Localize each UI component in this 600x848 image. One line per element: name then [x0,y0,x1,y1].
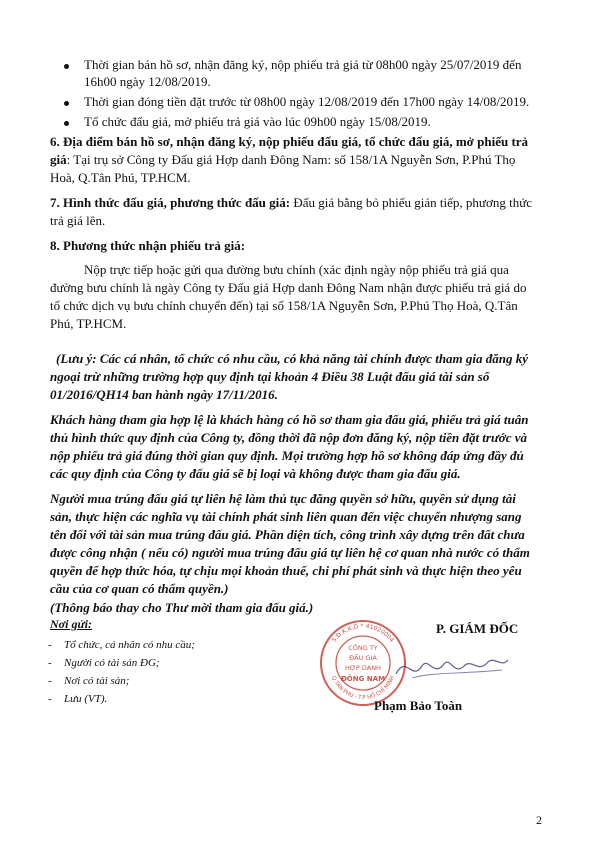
section-6-line-3: Hoà, Q.Tân Phú, TP.HCM. [50,170,191,185]
svg-text:S.Đ.K.K.D * 41020004 [331,623,396,644]
seal-text-2: ĐẤU GIÁ [349,654,377,662]
buyer-line-5: quyền để hợp thức hóa, tự chịu mọi khoản thuế, chi phí phát sinh và thực hiện theo yêu [50,563,522,578]
customers-line-2: thủ hình thức quy định của Công ty, đồng thời đã nộp đơn đăng ký, nộp tiền đặt trước và [50,430,528,445]
recipients-title: Nơi gửi: [50,617,92,631]
section-8-p2: đường bưu chính là ngày Công ty Đấu giá Hợp danh Đông Nam nhận được phiếu trả giá do [50,280,527,295]
buyer-line-1: Người mua trúng đấu giá tự liên hệ làm thủ tục đăng quyền sở hữu, quyền sử dụng tài [50,491,516,506]
seal-text-3: HỢP DANH [345,664,381,672]
buyer-line-2: sản, thực hiện các nghĩa vụ tài chính phát sinh liên quan đến việc chuyển nhượng sang [50,509,522,524]
section-7-line-1 [50,194,532,211]
seal-text-1: CÔNG TY [348,644,378,652]
section-6-line-2 [50,151,515,168]
recipient-1: Tổ chức, cá nhân có nhu cầu; [64,639,195,651]
buyer-line-6: cầu của cơ quan có thẩm quyền.) [50,581,229,596]
bullet-1-line-2: 16h00 ngày 12/08/2019. [84,74,211,89]
handwritten-signature [392,648,512,688]
section-7-line-2: trả giá lên. [50,213,106,228]
section-8-p1: Nộp trực tiếp hoặc gửi qua đường bưu chính (xác định ngày nộp phiếu trả giá qua [84,262,509,277]
recipient-3: Nơi có tài sản; [64,675,130,687]
seal-text-4: ĐÔNG NAM [340,675,386,683]
signer-name: Phạm Bảo Toàn [374,698,463,713]
section-6-heading: 6. Địa điểm bán hồ sơ, nhận đăng ký, nộp phiếu đấu giá, tổ chức đấu giá, mở phiếu trả [50,134,529,149]
section-8-p3: tổ chức dịch vụ bưu chính chuyển đến) tại số 158/1A Nguyễn Sơn, P.Phú Thọ Hoà, Q.Tân [50,298,518,313]
customers-line-3: nộp phiếu trả giá đúng thời gian quy định. Mọi trường hợp hồ sơ không đáp ứng đầy đủ [50,448,524,463]
section-7-text: Đấu giá bằng bỏ phiếu gián tiếp, phương thức [290,195,533,210]
recipient-2: Người có tài sản ĐG; [64,657,160,669]
customers-line-4: các quy định của Công ty đấu giá sẽ bị loại và không được tham gia đấu giá. [50,466,461,481]
bullet-dot [64,64,69,69]
recipient-dash: - [48,675,52,687]
bullet-2-line-1: Thời gian đóng tiền đặt trước từ 08h00 ngày 12/08/2019 đến 17h00 ngày 14/08/2019. [84,94,530,109]
recipient-dash: - [48,639,52,651]
buyer-line-3: tên đổi với tài sản mua trúng đấu giá. Phần diện tích, công trình xây dựng trên đất chưa [50,527,525,542]
section-7-heading: 7. Hình thức đấu giá, phương thức đấu giá: [50,195,291,210]
bullet-dot [64,101,69,106]
bullet-1-line-1: Thời gian bán hồ sơ, nhận đăng ký, nộp phiếu trả giá từ 08h00 ngày 25/07/2019 đến [84,57,522,72]
note-line-2: ngoại trừ những trường hợp quy định tại khoản 4 Điều 38 Luật đấu giá tài sản số [50,369,490,384]
section-6-label-tail: giá [50,152,67,167]
seal-ring-top: S.Đ.K.K.D * 41020004 [330,622,396,644]
seal-ring-bottom: Q.TÂN PHÚ - T.P HỒ CHÍ MINH [329,675,397,702]
note-line-1: (Lưu ý: Các cá nhân, tổ chức có nhu cầu, có khả năng tài chính được tham gia đăng ký [56,351,529,366]
page-number: 2 [536,813,542,827]
recipient-4: Lưu (VT). [64,693,108,705]
section-8-heading: 8. Phương thức nhận phiếu trả giá: [50,238,246,253]
recipient-dash: - [48,657,52,669]
closing-note: (Thông báo thay cho Thư mời tham gia đấu giá.) [50,600,314,615]
signer-role: P. GIÁM ĐỐC [436,621,519,636]
section-8-p4: Phú, TP.HCM. [50,316,127,331]
customers-line-1: Khách hàng tham gia hợp lệ là khách hàng có hồ sơ tham gia đấu giá, phiếu trả giá tuân [50,412,529,427]
buyer-line-4: được công nhận ( nếu có) người mua trúng đấu giá tự liên hệ cơ quan nhà nước có thẩm [50,545,530,560]
recipient-dash: - [48,693,52,705]
bullet-dot [64,121,69,126]
bullet-3-line-1: Tổ chức đấu giá, mở phiếu trả giá vào lúc 09h00 ngày 15/08/2019. [84,114,431,129]
section-6-text: : Tại trụ sở Công ty Đấu giá Hợp danh Đông Nam: số 158/1A Nguyễn Sơn, P.Phú Thọ [66,152,516,167]
note-line-3: 01/2016/QH14 ban hành ngày 17/11/2016. [50,387,278,402]
